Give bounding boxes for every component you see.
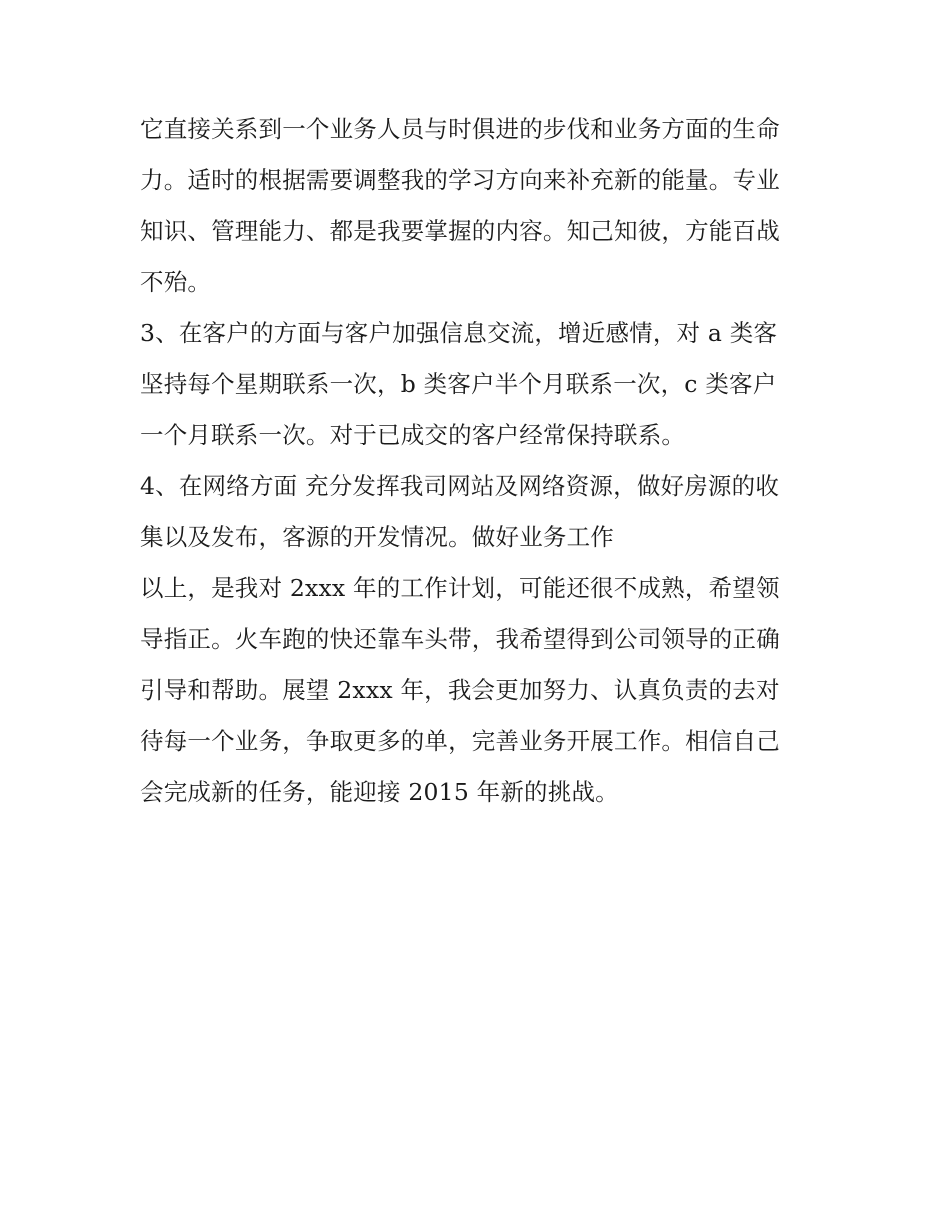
list-item-3-line: 一个月联系一次。对于已成交的客户经常保持联系。: [140, 421, 686, 449]
conclusion-line: 以上，是我对 2xxx 年的工作计划，可能还很不成熟，希望领: [140, 574, 780, 602]
conclusion-line: 导指正。火车跑的快还靠车头带，我希望得到公司领导的正确: [140, 625, 780, 653]
list-item-3-line: 坚持每个星期联系一次，b 类客户半个月联系一次，c 类客户: [140, 370, 777, 398]
text-line: 力。适时的根据需要调整我的学习方向来补充新的能量。专业: [140, 166, 780, 194]
text-line: 知识、管理能力、都是我要掌握的内容。知己知彼，方能百战: [140, 217, 780, 245]
list-item-4-line: 集以及发布，客源的开发情况。做好业务工作: [140, 523, 614, 551]
list-item-4-line: 4、在网络方面 充分发挥我司网站及网络资源，做好房源的收: [140, 472, 780, 500]
list-item-3-line: 3、在客户的方面与客户加强信息交流，增近感情，对 a 类客: [140, 319, 778, 347]
conclusion-line: 待每一个业务，争取更多的单，完善业务开展工作。相信自己: [140, 727, 780, 755]
document-body: [140, 104, 820, 818]
text-line: 它直接关系到一个业务人员与时俱进的步伐和业务方面的生命: [140, 115, 780, 143]
conclusion-line: 引导和帮助。展望 2xxx 年，我会更加努力、认真负责的去对: [140, 676, 780, 704]
text-line: 不殆。: [140, 268, 212, 296]
conclusion-line: 会完成新的任务，能迎接 2015 年新的挑战。: [140, 778, 619, 806]
